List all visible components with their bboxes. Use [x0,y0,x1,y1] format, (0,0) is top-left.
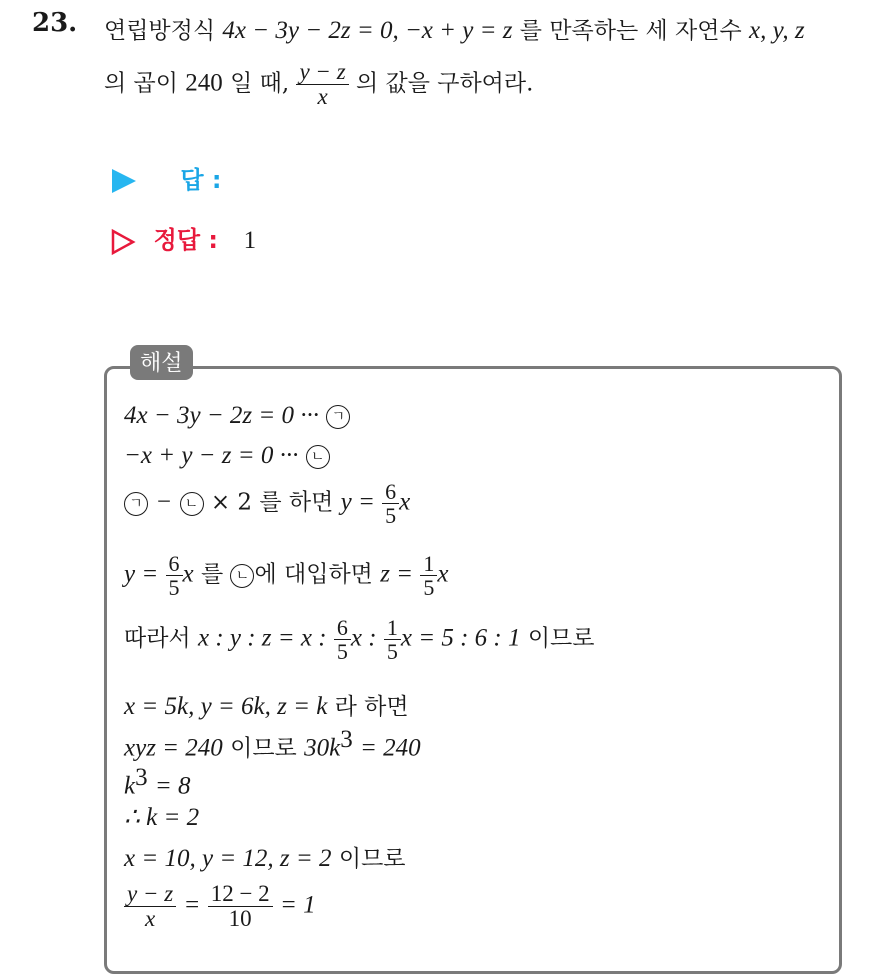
question-text: 연립방정식 [104,18,216,44]
explanation-tab: 해설 [130,345,193,380]
explanation-line-8: $k^3 = 8$ [124,764,191,800]
explanation-line-2: −x + y − z = 0 ··· ㄴ [124,442,330,470]
circled-mark: ㄱ [326,405,350,429]
play-icon [112,169,136,193]
question-equation: 4x − 3y − 2z = 0, −x + y = z [222,17,513,44]
explanation-line-11: $\frac{y - z}{x}$ = $\frac{12 - 2}{10}$ = 1 [124,882,316,931]
question-product: 240 [185,69,223,97]
triangle-outline-icon [110,228,136,256]
question-text: 의 값을 구하여라. [355,70,534,97]
explanation-line-10: x = 10, y = 12, z = 2 이므로 [124,845,406,872]
circled-mark: ㄴ [306,445,330,469]
explanation-line-3: ㄱ − ㄴ × 2 를 하면 y = $\frac{6}{5}$ x [124,480,410,527]
explanation-line-7: xyz = 240 이므로 $30k^3 = 240$ [124,726,421,762]
question-text: 를 만족하는 세 자연수 [519,18,742,44]
explanation-line-1: 4x − 3y − 2z = 0 ··· ㄱ [124,402,350,430]
question-fraction: $\frac{y - z}{x}$ [296,60,348,109]
question-line-1 [104,12,805,45]
question-number: 23. [32,8,78,38]
correct-answer [110,220,256,256]
question-line-2 [104,60,533,109]
question-text: 일 때, [230,70,290,97]
circled-mark: ㄱ [124,492,148,516]
explanation-line-9: ∴ k = 2 [124,804,200,831]
explanation-line-4: y = $\frac{6}{5}$ x 를 ㄴ 에 대입하면 z = $\frac{1}{5}$ x [124,551,449,601]
answer-label: 답 : [180,166,222,194]
question-text: 의 곱이 [104,70,178,97]
circled-mark: ㄴ [230,564,254,588]
circled-mark: ㄴ [180,492,204,516]
explanation-line-5: 따라서 x : y : z = x : $\frac{6}{5}$ x : $\frac{1}{5}$ x = 5 : 6 : 1 이므로 [124,615,595,665]
explanation-line-6: x = 5k, y = 6k, z = k 라 하면 [124,693,409,720]
question-vars: x, y, z [749,17,805,44]
answer-field[interactable] [112,160,222,195]
correct-value: 1 [243,227,257,254]
correct-label: 정답 : [153,226,218,254]
